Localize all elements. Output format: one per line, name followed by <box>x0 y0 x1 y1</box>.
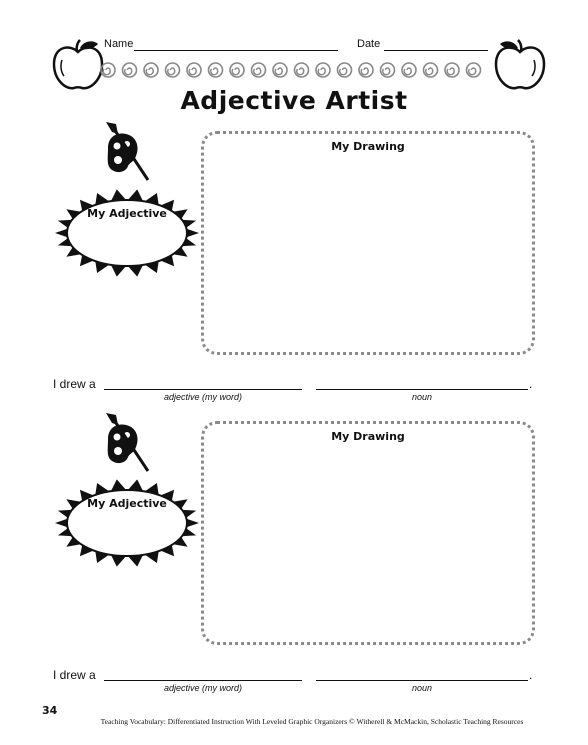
date-line[interactable] <box>384 50 488 51</box>
spiral-ornament-curl <box>340 68 347 75</box>
spiral-ornament-curl <box>297 68 304 75</box>
spiral-ornament-curl <box>189 68 196 75</box>
name-line[interactable] <box>134 50 338 51</box>
spiral-ornament-curl <box>168 68 175 75</box>
palette-brush-icon <box>100 413 155 475</box>
sentence-period: . <box>529 377 533 391</box>
spiral-border <box>100 60 490 80</box>
spiral-ornament-curl <box>469 68 476 75</box>
sentence-start: I drew a <box>53 668 96 682</box>
drawing-box[interactable] <box>201 421 535 645</box>
spiral-ornament-curl <box>361 68 368 75</box>
adjective-sunburst <box>52 188 202 278</box>
palette-brush-icon <box>100 122 155 184</box>
sentence-period: . <box>529 668 533 682</box>
spiral-ornament-curl <box>447 68 454 75</box>
spiral-ornament-curl <box>125 68 132 75</box>
spiral-ornament-curl <box>383 68 390 75</box>
spiral-ornament-curl <box>146 68 153 75</box>
date-label: Date <box>357 38 381 50</box>
name-label: Name <box>104 38 134 50</box>
spiral-ornament-curl <box>232 68 239 75</box>
sentence-start: I drew a <box>53 377 96 391</box>
adjective-label: My Adjective <box>87 207 167 220</box>
spiral-ornament-curl <box>404 68 411 75</box>
drawing-box[interactable] <box>201 131 535 355</box>
page-title: Adjective Artist <box>180 86 408 115</box>
drawing-label: My Drawing <box>331 430 405 443</box>
noun-caption: noun <box>411 392 433 402</box>
spiral-ornament-curl <box>426 68 433 75</box>
adjective-label: My Adjective <box>87 497 167 510</box>
spiral-ornament-curl <box>103 68 110 75</box>
adjective-sunburst <box>52 478 202 568</box>
spiral-ornament-curl <box>318 68 325 75</box>
spiral-ornament-curl <box>254 68 261 75</box>
adjective-caption: adjective (my word) <box>163 683 243 693</box>
noun-line[interactable] <box>316 389 528 390</box>
adjective-line[interactable] <box>104 389 302 390</box>
adjective-line[interactable] <box>104 680 302 681</box>
spiral-ornament-curl <box>275 68 282 75</box>
spiral-ornament-curl <box>211 68 218 75</box>
noun-line[interactable] <box>316 680 528 681</box>
footer-credit: Teaching Vocabulary: Differentiated Instruction With Leveled Graphic Organizers © Witherell & McMackin, Scholastic Teaching Resources <box>100 717 524 726</box>
page-number: 34 <box>42 704 58 717</box>
adjective-caption: adjective (my word) <box>163 392 243 402</box>
drawing-label: My Drawing <box>331 140 405 153</box>
noun-caption: noun <box>411 683 433 693</box>
